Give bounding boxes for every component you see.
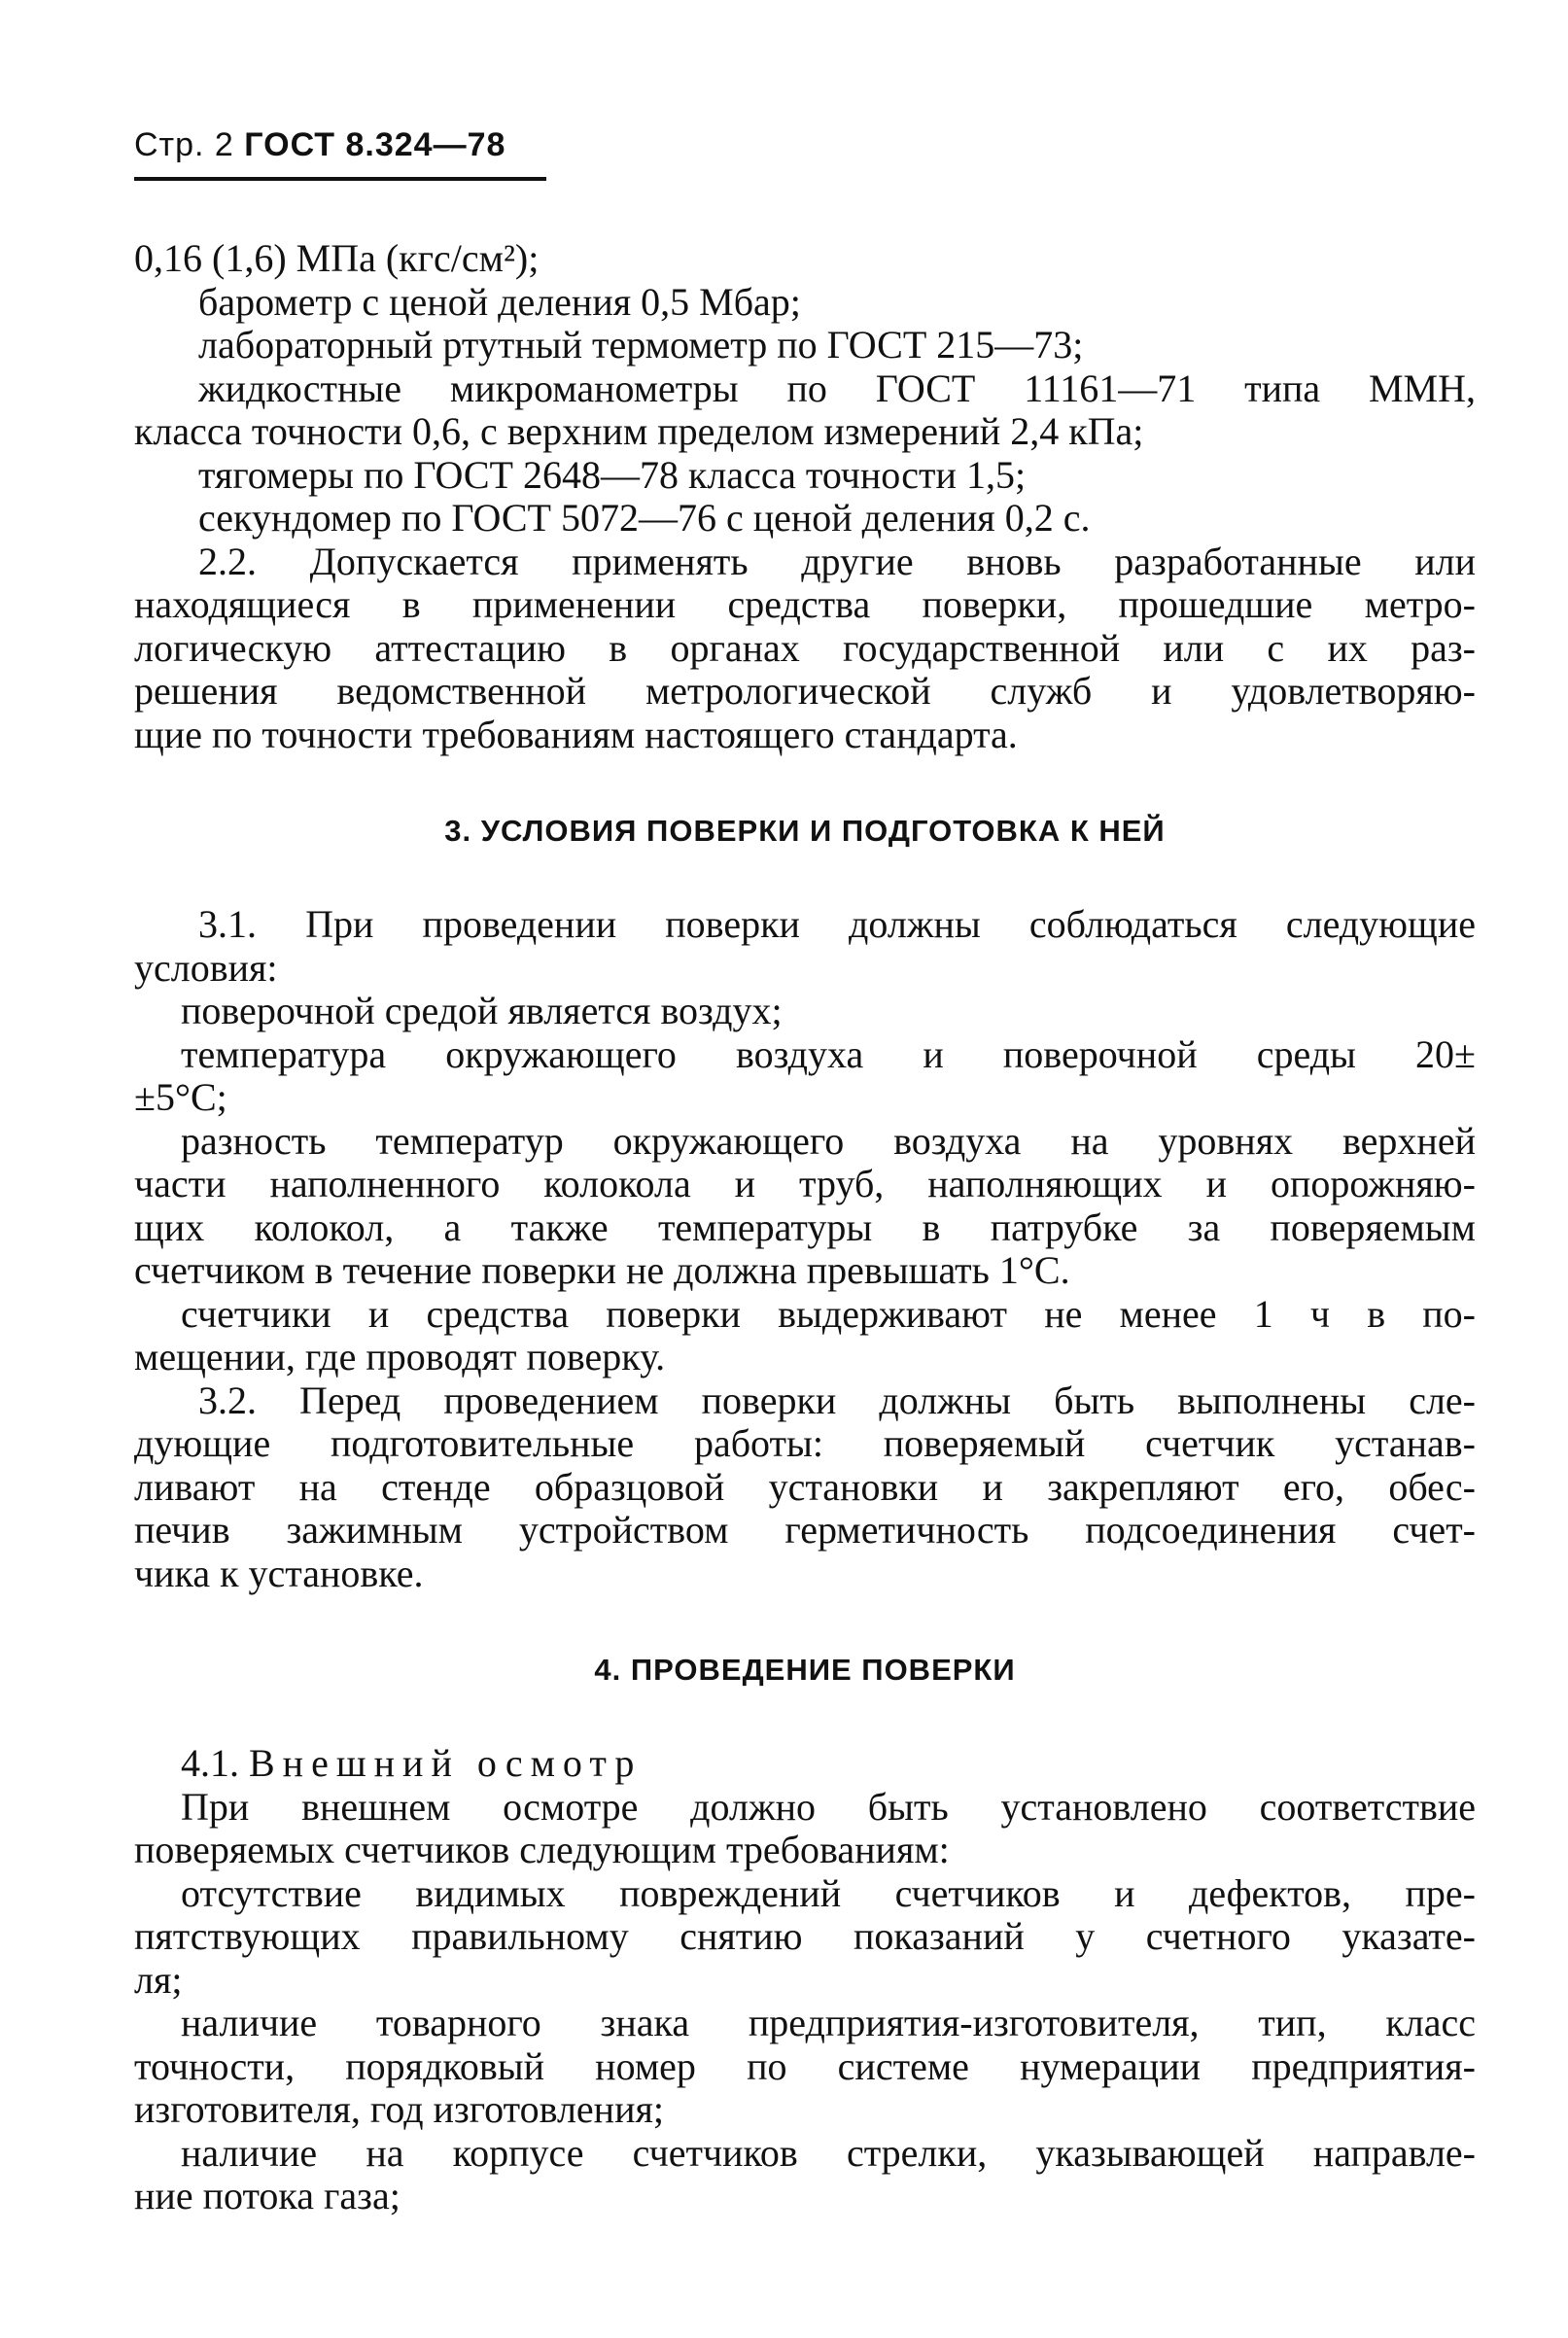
text-line: части наполненного колокола и труб, наполняющих и опорожняю- [134, 1162, 1476, 1205]
text-line: наличие товарного знака предприятия-изготовителя, тип, класс [181, 2001, 1476, 2044]
text-line: ля; [134, 1957, 183, 2002]
text-line: температура окружающего воздуха и поверочной среды 20± [181, 1031, 1476, 1076]
document-body [134, 237, 1476, 2218]
text-line: жидкостные микроманометры по ГОСТ 11161—71 типа ММН, [198, 366, 1476, 410]
paragraph-3-1 [134, 903, 1476, 990]
requirement-markings [134, 2002, 1476, 2132]
requirement-no-damage [134, 1872, 1476, 2003]
text-line: условия: [134, 945, 278, 990]
text-line: поверяемых счетчиков следующим требованиям: [134, 1828, 950, 1871]
condition-medium: поверочной средой является воздух; [181, 989, 783, 1032]
text-line: щие по точности требованиям настоящего стандарта. [134, 712, 1018, 756]
text-line: счетчики и средства поверки выдерживают не менее 1 ч в по- [181, 1291, 1476, 1336]
requirement-flow-arrow [134, 2132, 1476, 2218]
text-line: ливают на стенде образцовой установки и закрепляют его, обес- [134, 1464, 1476, 1509]
text-line: лабораторный ртутный термометр по ГОСТ 215—73; [198, 323, 1084, 366]
text-line: 3.2. Перед проведением поверки должны быть выполнены сле- [198, 1378, 1476, 1422]
text-line: разность температур окружающего воздуха на уровнях верхней [181, 1118, 1476, 1163]
text-line: логическую аттестацию в органах государственной или с их раз- [134, 625, 1476, 670]
text-line: тягомеры по ГОСТ 2648—78 класса точности 1,5; [198, 452, 1027, 497]
paragraph-3-2 [134, 1379, 1476, 1596]
text-line: находящиеся в применении средства поверки, прошедшие метро- [134, 582, 1476, 626]
text-line: печив зажимным устройством герметичность подсоединения счет- [134, 1508, 1476, 1552]
text-line: класса точности 0,6, с верхним пределом измерений 2,4 кПа; [134, 409, 1144, 453]
text-line: барометр с ценой деления 0,5 Мбар; [198, 279, 801, 324]
instrument-list [134, 237, 1476, 541]
text-line: отсутствие видимых повреждений счетчиков и дефектов, пре- [181, 1870, 1476, 1915]
text-line: точности, порядковый номер по системе нумерации предприятия- [134, 2043, 1476, 2088]
text-line: 3.1. При проведении поверки должны соблюдаться следующие [198, 902, 1476, 946]
page-header [134, 126, 505, 164]
text-line: мещении, где проводят поверку. [134, 1335, 666, 1378]
text-line: чика к установке. [134, 1551, 424, 1595]
text-line: При внешнем осмотре должно быть установлено соответствие [181, 1784, 1476, 1829]
text-line: ние потока газа; [134, 2174, 401, 2217]
subsection-4-1-title [134, 1742, 1476, 1786]
text-line: наличие на корпусе счетчиков стрелки, указывающей направле- [181, 2130, 1476, 2175]
section-3-heading: 3. УСЛОВИЯ ПОВЕРКИ И ПОДГОТОВКА К НЕЙ [444, 814, 1166, 848]
text-line: дующие подготовительные работы: поверяемый счетчик устанав- [134, 1421, 1476, 1465]
text-line: 0,16 (1,6) МПа (кгс/см²); [134, 236, 540, 280]
text-line: секундомер по ГОСТ 5072—76 с ценой деления 0,2 с. [198, 496, 1091, 540]
subsection-title: Внешний осмотр [249, 1741, 643, 1785]
paragraph-2-2 [134, 541, 1476, 757]
page-number-label: Стр. 2 [134, 126, 234, 163]
text-line: пятствующих правильному снятию показаний у счетного указате- [134, 1914, 1476, 1958]
text-line: щих колокол, а также температуры в патрубке за поверяемым [134, 1204, 1476, 1249]
standard-number: ГОСТ 8.324—78 [244, 126, 506, 163]
text-line: счетчиком в течение поверки не должна превышать 1°С. [134, 1248, 1070, 1292]
subsection-number: 4.1. [181, 1741, 239, 1785]
inspection-intro [134, 1786, 1476, 1872]
condition-conditioning [134, 1293, 1476, 1379]
section-4-heading: 4. ПРОВЕДЕНИЕ ПОВЕРКИ [594, 1653, 1016, 1687]
text-line: ±5°С; [134, 1075, 227, 1119]
text-line: решения ведомственной метрологической служб и удовлетворяю- [134, 669, 1476, 713]
condition-temperature-difference [134, 1120, 1476, 1293]
condition-temperature [134, 1033, 1476, 1120]
text-line: изготовителя, год изготовления; [134, 2087, 664, 2131]
header-rule [134, 177, 546, 181]
text-line: 2.2. Допускается применять другие вновь разработанные или [198, 539, 1476, 583]
